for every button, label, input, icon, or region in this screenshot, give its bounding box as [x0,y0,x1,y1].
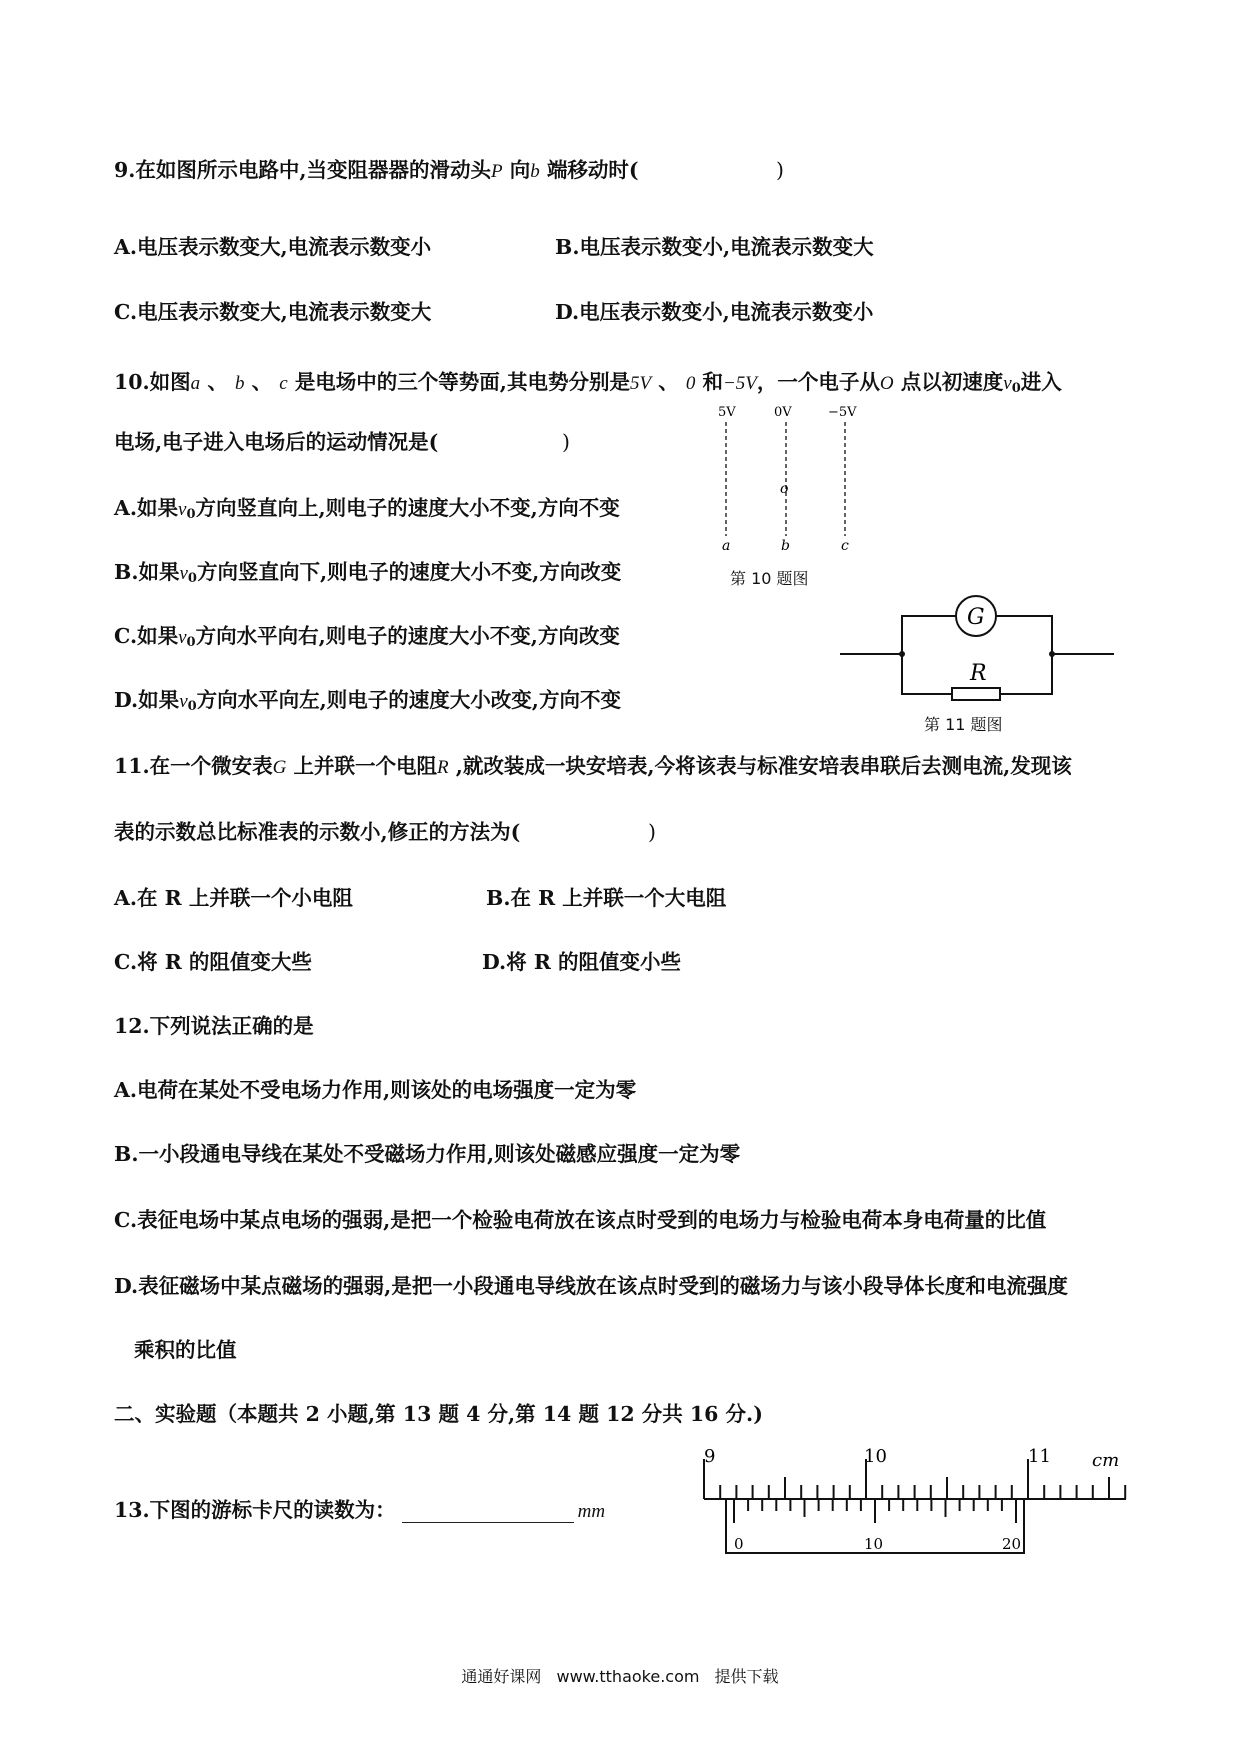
q11-stem-text-a: 11.在一个微安表 [114,754,273,778]
q10-potential-2: 0 [685,373,696,394]
caliper-vernier-label-20: 20 [1002,1535,1022,1553]
q10-option-a [114,494,620,529]
q10-option-c-text: 方向水平向右,则电子的速度大小不变,方向改变 [195,624,620,648]
q9-symbol-b: b [530,161,540,182]
q10-figure-caption: 第 10 题图 [730,569,809,588]
q10-symbol-c: c [279,373,288,394]
q9-stem-text-c: 端移动时( [546,158,639,182]
q10-option-d-text: 方向水平向左,则电子的速度大小改变,方向不变 [196,688,621,712]
q10-symbol-b: b [234,373,245,394]
q11-option-b: B.在 R 上并联一个大电阻 [486,886,727,910]
q10-option-d [114,686,621,721]
q10-separator-4: 和 [702,370,723,394]
q10-fig-label-5v: 5V [718,405,736,420]
q10-symbol-o: O [879,373,894,394]
q10-stem-text-c: ，一个电子从 [756,370,880,394]
section-2-title: 二、实验题（本题共 2 小题,第 13 题 4 分,第 14 题 12 分共 16 分.) [114,1402,763,1426]
q10-stem-text-e: 进入 [1020,370,1062,394]
q10-option-a-v: v [178,499,187,520]
q10-option-a-text: 方向竖直向上,则电子的速度大小不变,方向不变 [195,496,620,520]
q10-separator-2: 、 [251,370,273,394]
q12-option-c: C.表征电场中某点电场的强弱,是把一个检验电荷放在该点时受到的电场力与检验电荷本身电荷量的比值 [114,1208,1047,1232]
caliper-main-scale-ticks [704,1459,1125,1499]
q12-option-b: B.一小段通电导线在某处不受磁场力作用,则该处磁感应强度一定为零 [114,1142,741,1166]
q11-stem-text-b: 上并联一个电阻 [293,754,438,778]
q10-stem-line2-text: 电场,电子进入电场后的运动情况是( [114,430,439,454]
q11-option-c: C.将 R 的阻值变大些 [114,950,312,974]
q11-symbol-g: G [272,757,287,778]
q10-option-b-prefix: B.如果 [114,560,180,584]
q11-wire-top-right [996,616,1052,654]
caliper-vernier-label-10: 10 [864,1535,884,1553]
caliper-main-label-10: 10 [864,1446,887,1467]
q10-option-b-text: 方向竖直向下,则电子的速度大小不变,方向改变 [196,560,622,584]
q11-meter-label: G [967,605,985,630]
caliper-main-label-9: 9 [704,1446,716,1467]
q11-wire-top-left [902,616,956,654]
q12-stem: 12.下列说法正确的是 [114,1014,314,1038]
q10-option-a-prefix: A.如果 [114,496,179,520]
q10-option-a-v-sub: 0 [186,507,196,522]
q9-stem-text-b: 向 [509,158,531,182]
page-footer: 通通好课网 www.tthaoke.com 提供下载 [461,1667,779,1686]
q10-option-d-v: v [179,691,188,712]
q11-option-d: D.将 R 的阻值变小些 [482,950,681,974]
q11-option-a: A.在 R 上并联一个小电阻 [114,886,353,910]
q11-symbol-r: R [437,757,449,778]
q10-stem-text-d: 点以初速度 [900,370,1004,394]
q11-junction-right [1049,651,1055,657]
q13-unit: mm [577,1501,606,1522]
q10-separator-1: 、 [207,370,228,394]
q12-option-a: A.电荷在某处不受电场力作用,则该处的电场强度一定为零 [114,1078,637,1102]
caliper-main-unit: cm [1092,1450,1120,1471]
q10-potential-3: −5V [722,373,757,394]
q10-symbol-v-sub: 0 [1011,381,1021,396]
q11-junction-left [899,651,905,657]
q10-option-c-v: v [178,627,187,648]
q10-potential-1: 5V [629,373,652,394]
q11-close-paren: ) [648,820,656,844]
q10-close-paren: ) [562,430,570,454]
q13-answer-blank [402,1500,574,1523]
q11-resistor-label: R [970,661,987,686]
q10-stem-line2 [114,428,438,456]
q10-separator-3: 、 [658,370,679,394]
vernier-caliper-figure [690,1440,1140,1558]
q13-stem [114,1496,605,1526]
q12-option-d-continued: 乘积的比值 [134,1338,237,1362]
q10-stem-text-a: 10.如图 [114,370,191,394]
q11-stem-line2: 表的示数总比标准表的示数小,修正的方法为( [114,820,521,844]
q11-wire-bottom-left [902,654,952,694]
q10-option-b-v: v [179,563,188,584]
q10-fig-label-a: a [722,538,731,554]
caliper-main-label-11: 11 [1028,1446,1051,1467]
q9-option-d: D.电压表示数变小,电流表示数变小 [555,300,874,324]
q9-option-b: B.电压表示数变小,电流表示数变大 [555,235,874,259]
q9-close-paren: ) [776,158,784,182]
q10-fig-label-0v: 0V [774,405,792,420]
q12-option-d: D.表征磁场中某点磁场的强弱,是把一小段通电导线放在该点时受到的磁场力与该小段导体长度和电流强度 [114,1274,1068,1298]
q11-circuit-figure [836,590,1118,708]
q10-option-b-v-sub: 0 [187,571,197,586]
q10-equipotential-figure [700,400,880,560]
q9-symbol-p: P [491,161,503,182]
q9-stem [114,156,639,186]
q10-symbol-a: a [190,373,201,394]
q9-stem-text-a: 9.在如图所示电路中,当变阻器器的滑动头 [114,158,492,182]
q10-option-c [114,622,620,657]
q10-option-d-v-sub: 0 [187,699,197,714]
caliper-vernier-scale-ticks [734,1499,1016,1523]
q10-fig-point-o: o [780,481,789,497]
q10-symbol-v: v [1003,373,1012,394]
q10-fig-label-neg5v: −5V [828,405,857,420]
q10-option-c-v-sub: 0 [186,635,196,650]
q10-stem-text-b: 是电场中的三个等势面,其电势分别是 [294,370,630,394]
q13-stem-text: 13.下图的游标卡尺的读数为： [114,1498,396,1522]
q10-option-c-prefix: C.如果 [114,624,179,648]
q9-option-c: C.电压表示数变大,电流表示数变大 [114,300,432,324]
q10-fig-label-b: b [781,538,790,554]
q11-wire-bottom-right [1000,654,1052,694]
q11-figure-caption: 第 11 题图 [924,715,1003,734]
q10-option-d-prefix: D.如果 [114,688,180,712]
q11-stem-text-c: ,就改装成一块安培表,今将该表与标准安培表串联后去测电流,发现该 [455,754,1072,778]
resistor-icon [952,688,1000,700]
q10-stem [114,368,1062,403]
caliper-vernier-label-0: 0 [734,1535,744,1553]
q10-fig-label-c: c [841,538,849,554]
q9-option-a: A.电压表示数变大,电流表示数变小 [114,235,432,259]
q10-option-b [114,558,621,593]
q11-stem [114,752,1072,782]
